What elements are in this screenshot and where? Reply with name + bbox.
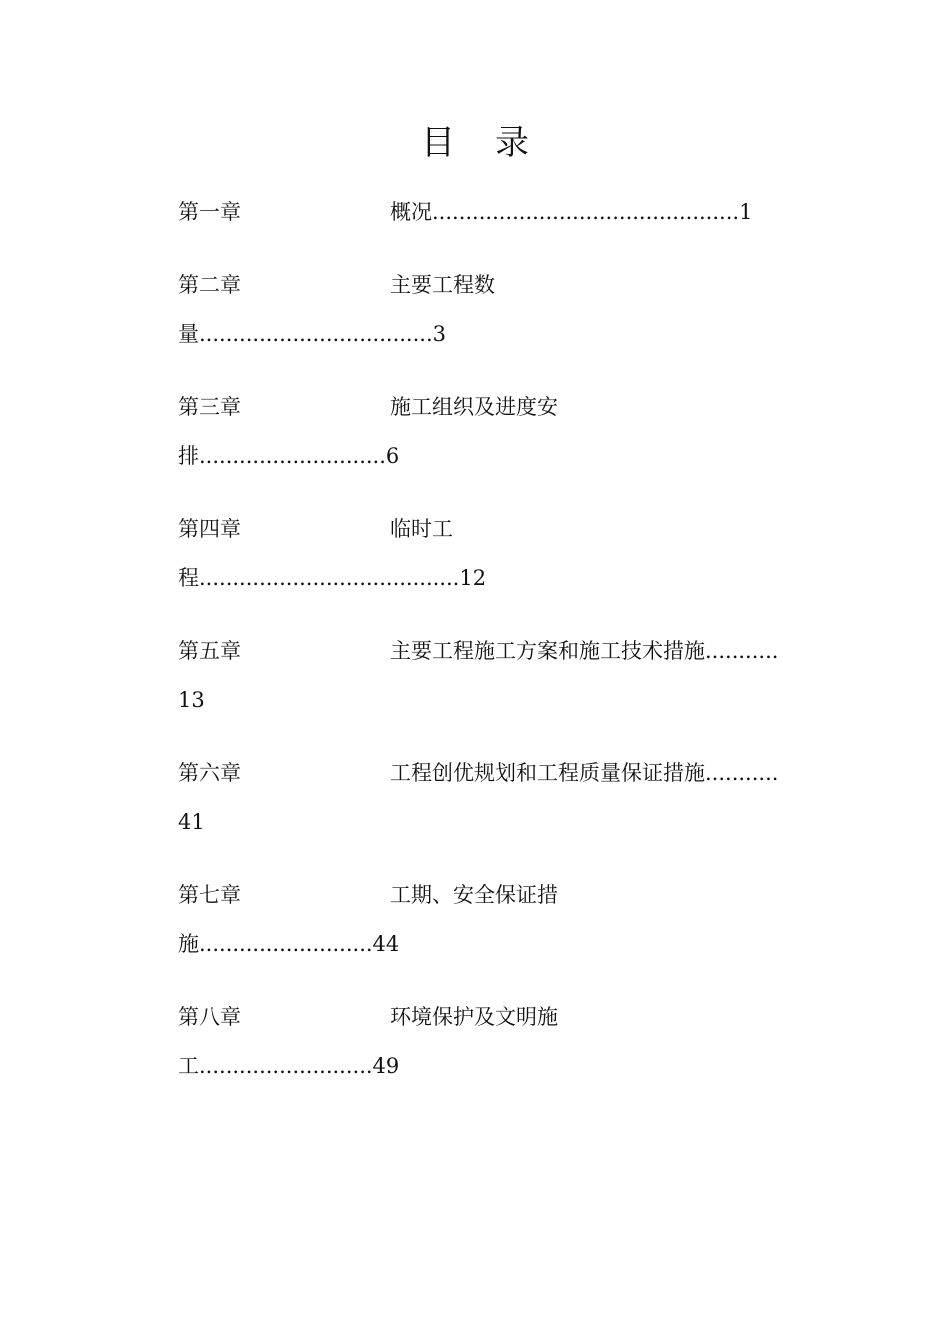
toc-chapter-title: 主要工程数: [390, 273, 495, 297]
toc-page-number: 13: [178, 688, 205, 712]
toc-chapter-title: 环境保护及文明施: [390, 1005, 558, 1029]
toc-chapter-number: 第四章: [178, 517, 241, 541]
toc-chapter-title: 临时工: [390, 517, 453, 541]
toc-chapter-title: 施工组织及进度安: [390, 395, 558, 419]
toc-entry-4[interactable]: [178, 505, 818, 554]
toc-entry-1[interactable]: [178, 188, 818, 237]
toc-entry-3[interactable]: [178, 383, 818, 432]
toc-entry-7-continuation[interactable]: [178, 920, 818, 969]
toc-entry-6-continuation[interactable]: [178, 798, 818, 847]
toc-continuation: 量...................................3: [178, 322, 446, 346]
toc-chapter-number: 第六章: [178, 761, 241, 785]
title-char-1: 目: [421, 123, 455, 163]
title-char-2: 录: [495, 123, 529, 163]
toc-chapter-title: 主要工程施工方案和施工技术措施...........: [390, 639, 779, 663]
toc-chapter-number: 第八章: [178, 1005, 241, 1029]
toc-chapter-title: 工程创优规划和工程质量保证措施...........: [390, 761, 779, 785]
toc-chapter-number: 第五章: [178, 639, 241, 663]
table-of-contents: [178, 188, 818, 1091]
toc-entry-7[interactable]: [178, 871, 818, 920]
toc-entry-8-continuation[interactable]: [178, 1042, 818, 1091]
toc-continuation: 程.......................................12: [178, 566, 487, 590]
toc-entry-5-continuation[interactable]: [178, 676, 818, 725]
toc-chapter-title: 工期、安全保证措: [390, 883, 558, 907]
toc-chapter-number: 第一章: [178, 200, 241, 224]
toc-chapter-number: 第二章: [178, 273, 241, 297]
toc-chapter-number: 第三章: [178, 395, 241, 419]
toc-entry-6[interactable]: [178, 749, 818, 798]
toc-continuation: 工..........................49: [178, 1054, 400, 1078]
page-title: [0, 118, 950, 168]
toc-page-number: 41: [178, 810, 205, 834]
toc-entry-4-continuation[interactable]: [178, 554, 818, 603]
toc-entry-5[interactable]: [178, 627, 818, 676]
toc-entry-2[interactable]: [178, 261, 818, 310]
toc-page-number: 1: [739, 200, 753, 224]
toc-chapter-number: 第七章: [178, 883, 241, 907]
toc-chapter-title: 概况..............................................1: [390, 200, 753, 224]
toc-entry-2-continuation[interactable]: [178, 310, 818, 359]
toc-continuation: 施..........................44: [178, 932, 400, 956]
toc-entry-3-continuation[interactable]: [178, 432, 818, 481]
toc-continuation: 排............................6: [178, 444, 400, 468]
toc-entry-8[interactable]: [178, 993, 818, 1042]
